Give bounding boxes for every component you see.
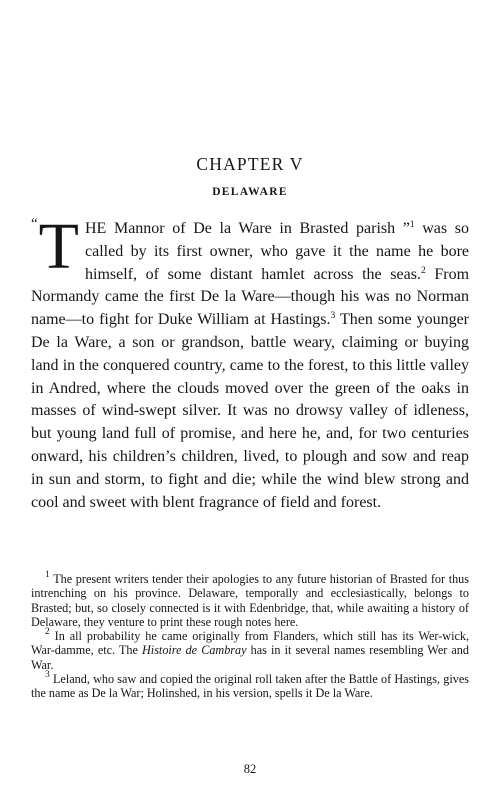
page-number: 82: [243, 762, 257, 776]
body-text-segment: From Normandy came the first De la Ware—though his was no Norman name—to fight for Duke William at Hastings.: [31, 265, 470, 329]
footnote-text: The present writers tender their apologies to any future historian of Brasted for thus intrenching on his province. Delaware, temporally and ecclesiastically, belongs to Brasted; but, so closely connected is it with Edenbridge, that, while awaiting a history of Delaware, they venture to print these rough notes here.: [31, 572, 470, 629]
drop-cap: T: [38, 210, 79, 283]
footnote-2: [31, 629, 469, 672]
footnote-text: In all probability he came originally from Flanders, which still has its Wer-wick, War-damme, etc. The: [31, 629, 470, 658]
body-text-segment: Then some younger De la Ware, a son or grandson, battle weary, claiming or buying land in the conquered country, came to the forest, to this little valley in Andred, where the clouds moved over the green of the oaks in masses of wind-swept silver. It was no drowsy valley of idleness, but young land full of promise, and here he, and, for two centuries onward, his children’s children, lived, to plough and sow and reap in sun and storm, to fight and die; while the wind blew strong and cool and sweet with blent fragrance of field and forest.: [31, 311, 469, 511]
footnote-text: Leland, who saw and copied the original roll taken after the Battle of Hastings, gives the name as De la War; Holinshed, in his version, spells it De la Ware.: [31, 672, 470, 701]
footnote-ref-1: 1: [409, 220, 415, 230]
footnote-marker: 1: [45, 570, 50, 580]
footnote-1: [31, 572, 469, 629]
footnotes: [31, 572, 469, 701]
footnote-text: has in it several names resembling Wer and War.: [31, 643, 469, 672]
body-text-segment: HE Mannor of De la Ware in Brasted parish ”: [85, 220, 410, 237]
footnote-3: [31, 672, 469, 701]
body-text-segment: was so called by its first owner, who gave it the name he bore himself, of some distant hamlet across the seas.: [85, 220, 469, 283]
chapter-subtitle: DELAWARE: [212, 186, 288, 198]
chapter-heading: CHAPTER V: [196, 154, 304, 174]
footnote-italic-title: Histoire de Cambray: [142, 643, 247, 658]
footnote-ref-3: 3: [330, 311, 336, 322]
footnote-marker: 3: [45, 670, 50, 681]
body-paragraph: [31, 210, 470, 514]
opening-quote-mark: “: [31, 216, 38, 232]
footnote-marker: 2: [45, 627, 50, 638]
footnote-ref-2: 2: [420, 265, 426, 276]
